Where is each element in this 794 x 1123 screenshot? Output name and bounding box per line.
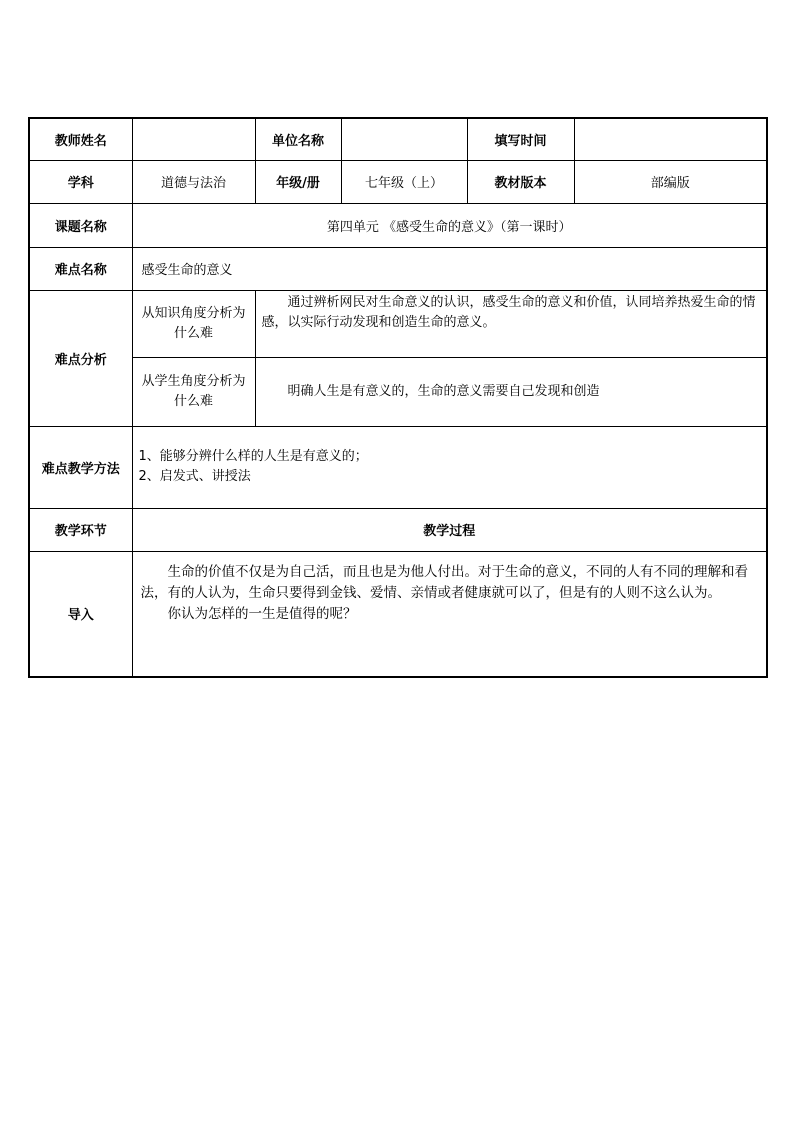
teacher-name-label: 教师姓名 xyxy=(29,118,132,160)
grade-value: 七年级（上） xyxy=(341,160,467,203)
difficulty-label: 难点名称 xyxy=(29,247,132,290)
fill-date-value xyxy=(574,118,767,160)
analysis-row-knowledge xyxy=(29,290,767,357)
stage-header-label: 教学环节 xyxy=(29,508,132,551)
intro-paragraph-1: 生命的价值不仅是为自己活，而且也是为他人付出。对于生命的意义，不同的人有不同的理解和看法，有的人认为，生命只要得到金钱、爱情、亲情或者健康就可以了，但是有的人则不这么认为。 xyxy=(140,563,748,601)
lesson-plan-table xyxy=(28,117,768,678)
method-item-1: 1、能够分辨什么样的人生是有意义的； xyxy=(138,449,368,464)
unit-name-value xyxy=(341,118,467,160)
methods-row xyxy=(29,426,767,508)
edition-label: 教材版本 xyxy=(467,160,574,203)
process-header-row xyxy=(29,508,767,551)
intro-content xyxy=(132,551,767,677)
student-angle-text: 明确人生是有意义的，生命的意义需要自己发现和创造 xyxy=(255,357,767,426)
teacher-name-value xyxy=(132,118,255,160)
knowledge-angle-text: 通过辨析网民对生命意义的认识，感受生命的意义和价值，认同培养热爱生命的情感，以实际行动发现和创造生命的意义。 xyxy=(255,290,767,357)
info-row-1 xyxy=(29,118,767,160)
edition-value: 部编版 xyxy=(574,160,767,203)
analysis-label: 难点分析 xyxy=(29,290,132,426)
process-header-label: 教学过程 xyxy=(132,508,767,551)
analysis-row-student xyxy=(29,357,767,426)
grade-label: 年级/册 xyxy=(255,160,341,203)
unit-name-label: 单位名称 xyxy=(255,118,341,160)
intro-paragraph-2: 你认为怎样的一生是值得的呢？ xyxy=(167,605,357,622)
methods-list xyxy=(132,426,767,508)
topic-label: 课题名称 xyxy=(29,203,132,247)
fill-date-label: 填写时间 xyxy=(467,118,574,160)
intro-label: 导入 xyxy=(29,551,132,677)
knowledge-angle-label: 从知识角度分析为什么难 xyxy=(132,290,255,357)
topic-value: 第四单元 《感受生命的意义》（第一课时） xyxy=(132,203,767,247)
student-angle-label: 从学生角度分析为什么难 xyxy=(132,357,255,426)
intro-row xyxy=(29,551,767,677)
difficulty-value: 感受生命的意义 xyxy=(132,247,767,290)
difficulty-row xyxy=(29,247,767,290)
method-item-2: 2、启发式、讲授法 xyxy=(138,469,251,484)
info-row-2 xyxy=(29,160,767,203)
subject-label: 学科 xyxy=(29,160,132,203)
topic-row xyxy=(29,203,767,247)
methods-label: 难点教学方法 xyxy=(29,426,132,508)
subject-value: 道德与法治 xyxy=(132,160,255,203)
